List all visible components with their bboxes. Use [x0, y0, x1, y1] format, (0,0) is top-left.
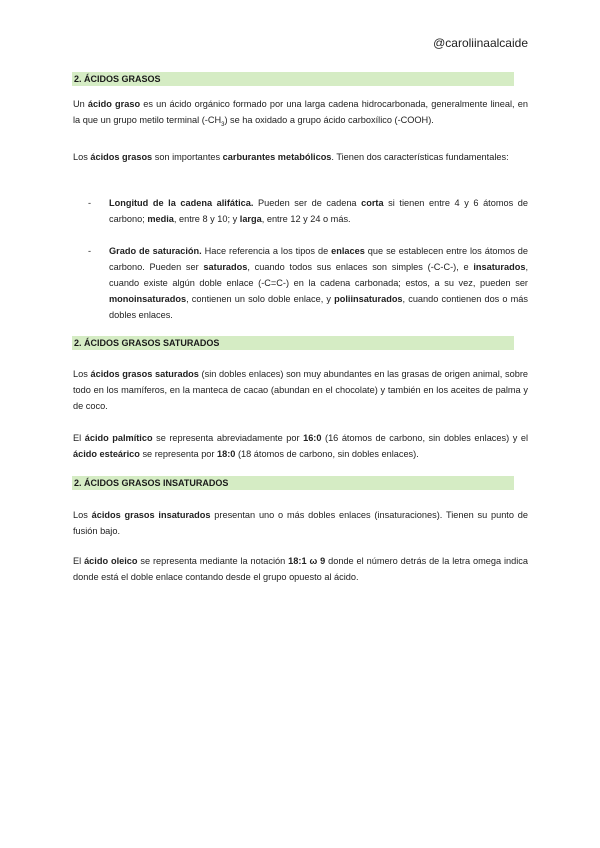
paragraph-characteristics: Los ácidos grasos son importantes carburantes metabólicos. Tienen dos características fundamentales:: [73, 152, 509, 162]
bullet-chain-length: [88, 195, 528, 227]
bullet-dash: -: [88, 246, 92, 256]
bullet-text: Grado de saturación. Hace referencia a los tipos de enlaces que se establecen entre los átomos de carbono. Pueden ser saturados, cuando todos sus enlaces son simples (-C-C-), e insaturados, cuando existe algún doble enlace (-C=C-) en la cadena carbonada; estos, a su vez, pueden ser monoinsaturados, contienen un solo doble enlace, y poliinsaturados, cuando contienen dos o más dobles enlaces.: [109, 246, 529, 320]
bullet-text: Longitud de la cadena alifática. Pueden ser de cadena corta si tienen entre 4 y 6 átomos de carbono; media, entre 8 y 10; y larga, entre 12 y 24 o más.: [109, 198, 528, 224]
paragraph-saturated: Los ácidos grasos saturados (sin dobles enlaces) son muy abundantes en las grasas de origen animal, sobre todo en los mamíferos, en la manteca de cacao (abundan en el chocolate) y también en los aceites de palma y de coco.: [73, 369, 528, 411]
author-handle: @caroliinaalcaide: [433, 36, 528, 50]
bullet-dash: -: [88, 198, 92, 208]
section-heading-acidos-grasos: 2. ÁCIDOS GRASOS: [72, 72, 514, 86]
paragraph-oleic: El ácido oleico se representa mediante la notación 18:1 ω 9 donde el número detrás de la letra omega indica donde está el doble enlace contando desde el grupo opuesto al ácido.: [73, 556, 528, 582]
section-heading-saturados: 2. ÁCIDOS GRASOS SATURADOS: [72, 336, 514, 350]
paragraph-definition: Un ácido graso es un ácido orgánico formado por una larga cadena hidrocarbonada, generalmente lineal, en la que un grupo metilo terminal $(-CH_3)$ se ha oxidado a grupo ácido carboxílico (-COOH).: [73, 99, 528, 128]
paragraph-palmitic-stearic: El ácido palmítico se representa abreviadamente por 16:0 (16 átomos de carbono, sin dobles enlaces) y el ácido esteárico se representa por 18:0 (18 átomos de carbono, sin dobles enlaces).: [73, 433, 528, 459]
bullet-saturation: [88, 243, 528, 323]
section-heading-insaturados: 2. ÁCIDOS GRASOS INSATURADOS: [72, 476, 514, 490]
paragraph-unsaturated: Los ácidos grasos insaturados presentan uno o más dobles enlaces (insaturaciones). Tienen su punto de fusión bajo.: [73, 510, 528, 536]
